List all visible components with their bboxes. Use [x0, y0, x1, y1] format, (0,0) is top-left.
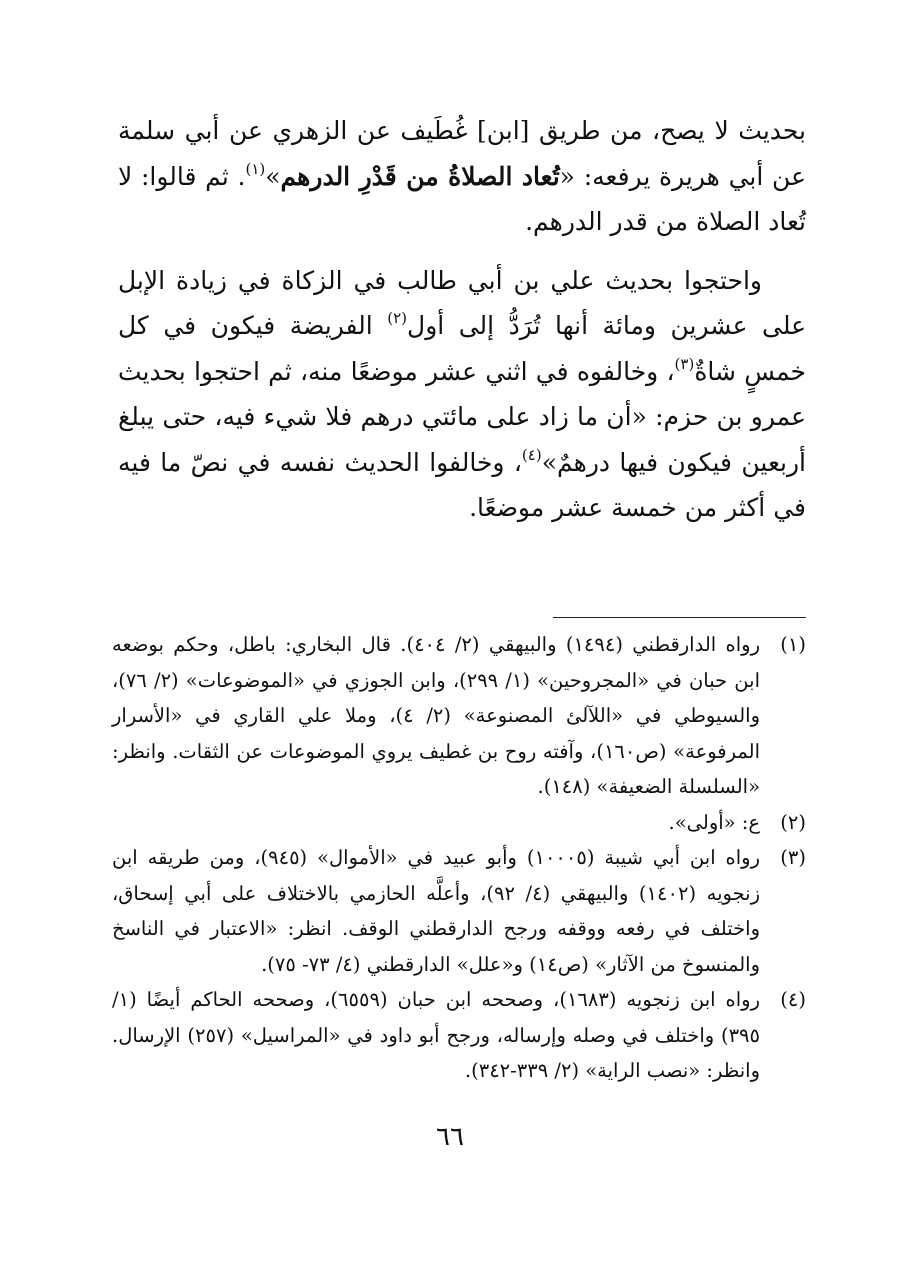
paragraph-2-text-c: ، وخالفوه في اثني عشر موضعًا منه، ثم احتجوا بحديث عمرو بن حزم: «أن ما زاد على مائتي درهم فلا شيء فيه، حتى يبلغ أربعين فيكون فيها درهمٌ»: [118, 356, 806, 477]
footnote-text: رواه ابن أبي شيبة (١٠٠٠٥) وأبو عبيد في «الأموال» (٩٤٥)، ومن طريقه ابن زنجويه (١٤٠٢) والبيهقي (٤/ ٩٢)، وأعلَّه الحازمي بالاختلاف على أبي إسحاق، واختلف في رفعه ووقفه ورجح الدارقطني الوقف. انظر: «الاعتبار في الناسخ والمنسوخ من الآثار» (ص١٤) و«علل» الدارقطني (٤/ ٧٣- ٧٥).: [112, 846, 761, 976]
paragraph-2-text-a: واحتجوا بحديث علي بن أبي طالب في الزكاة في زيادة الإبل على عشرين ومائة أنها تُرَدُّ إلى أول: [118, 265, 807, 340]
footnote-number: (١): [780, 633, 806, 656]
footnote-number: (٢): [780, 810, 806, 834]
paragraph-1-text-a: بحديث لا يصح، من طريق [ابن] غُطَيف عن الزهري عن أبي سلمة عن أبي هريرة يرفعه: «: [118, 116, 806, 191]
footnote-ref-1[interactable]: (١): [245, 159, 266, 178]
footnote-text: رواه الدارقطني (١٤٩٤) والبيهقي (٢/ ٤٠٤). قال البخاري: باطل، وحكم بوضعه ابن حبان في «المجروحين» (١/ ٢٩٩)، وابن الجوزي في «الموضوعات» (٢/ ٧٦)، والسيوطي في «اللآلئ المصنوعة» (٢/ ٤)، وملا علي القاري في «الأسرار المرفوعة» (ص١٦٠)، وآفته روح بن غطيف يروي الموضوعات عن الثقات. وانظر: «السلسلة الضعيفة» (١٤٨).: [112, 633, 761, 798]
footnote-ref-4[interactable]: (٤): [521, 445, 542, 464]
page-number: ٦٦: [436, 1122, 464, 1152]
paragraph-2-text-d: ، وخالفوا الحديث نفسه في نصّ ما فيه في أكثر من خمسة عشر موضعًا.: [118, 447, 806, 522]
footnotes: [112, 627, 806, 1089]
footnote-number: (٤): [780, 988, 806, 1011]
footnote-2: [112, 805, 806, 841]
footnote-divider: [553, 617, 806, 618]
footnote-3: [112, 840, 806, 982]
footnote-1: [112, 627, 806, 805]
footnote-number: (٣): [780, 846, 806, 869]
paragraph-1-text-c: . ثم قالوا: لا تُعاد الصلاة من قدر الدرهم.: [118, 161, 806, 236]
footnote-4: [112, 982, 806, 1089]
paragraph-1-text-b: »: [265, 161, 281, 191]
footnote-text: ع: «أولى».: [668, 810, 760, 834]
footnote-ref-3[interactable]: (٣): [674, 354, 695, 373]
footnote-text: رواه ابن زنجويه (١٦٨٣)، وصححه ابن حبان (٦٥٥٩)، وصححه الحاكم أيضًا (١/ ٣٩٥) واختلف في وصله وإرساله، ورجح أبو داود في «المراسيل» (٢٥٧) الإرسال. وانظر: «نصب الراية» (٢/ ٣٣٩-٣٤٢).: [112, 988, 761, 1082]
footnote-ref-2[interactable]: (٢): [387, 309, 408, 327]
paragraph-2: [118, 258, 806, 531]
main-text: [118, 108, 806, 531]
paragraph-1: [118, 108, 806, 245]
quoted-hadith: تُعاد الصلاةُ من قَدْرِ الدرهم: [280, 161, 560, 191]
paragraph-2-text-b: الفريضة فيكون في كل خمسٍ شاةٌ: [118, 311, 807, 386]
